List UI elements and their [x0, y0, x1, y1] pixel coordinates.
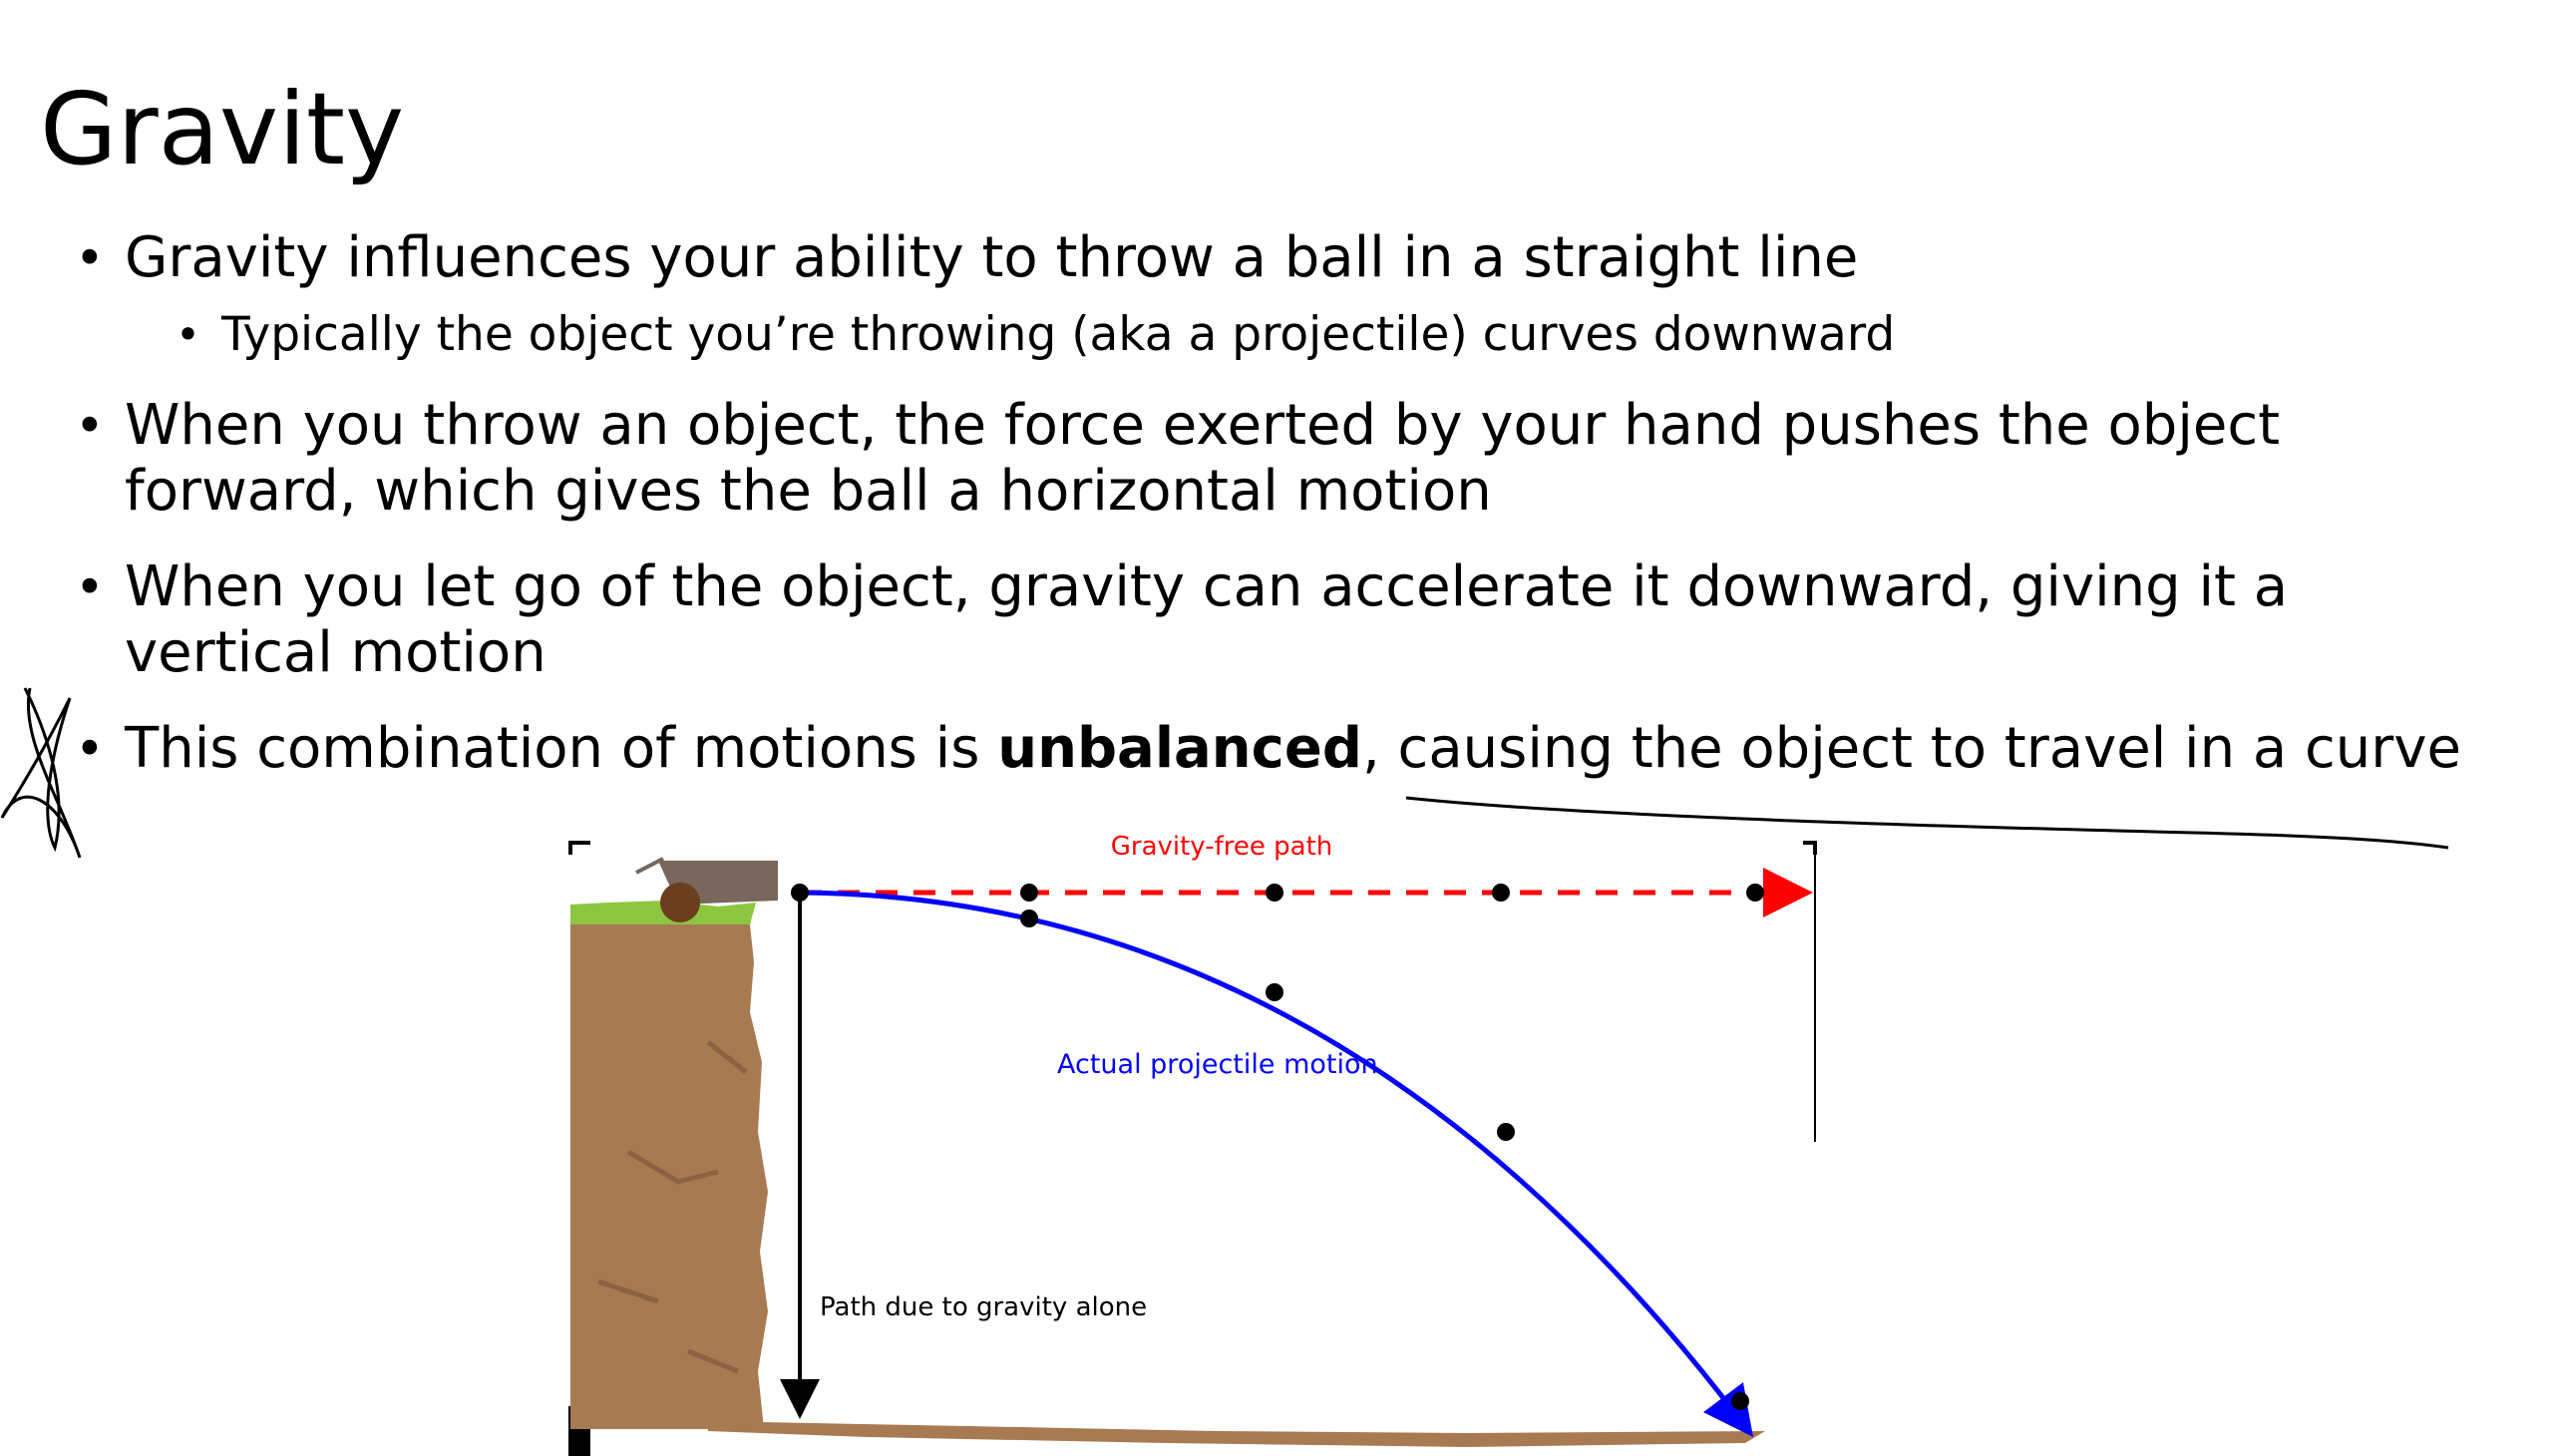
frame-corner-left: [570, 843, 590, 855]
dot-start: [791, 884, 809, 902]
bullet-3: [75, 554, 2289, 686]
ink-scribble-mark: [2, 688, 80, 858]
ground: [708, 1421, 1765, 1447]
bullet-4-text-after: , causing the object to travel in a curve: [1361, 716, 2461, 781]
projectile-figure: [568, 833, 1825, 1456]
dot-actual-1: [1020, 910, 1038, 927]
bullet-2: [75, 393, 2281, 525]
dot-free-1: [1020, 884, 1038, 902]
bullet-marker: •: [176, 310, 200, 359]
sub-bullet-1: [176, 307, 1896, 363]
label-gravity-alone: Path due to gravity alone: [820, 1292, 1148, 1322]
bullet-2-line-1: When you throw an object, the force exerted by your hand pushes the object: [125, 393, 2281, 458]
bullet-1-text: Gravity influences your ability to throw a ball in a straight line: [125, 225, 1859, 290]
bullet-marker: •: [75, 396, 105, 455]
sub-bullet-1-text: Typically the object you’re throwing (aka a projectile) curves downward: [221, 307, 1896, 362]
dot-free-4: [1746, 884, 1764, 902]
dot-actual-2: [1266, 983, 1283, 1001]
bullet-marker: •: [75, 228, 105, 287]
label-gravity-free: Gravity-free path: [1110, 833, 1333, 862]
dot-free-3: [1492, 884, 1510, 902]
bullet-3-line-1: When you let go of the object, gravity can accelerate it downward, giving it a: [125, 554, 2289, 619]
frame-corner-right: [1803, 843, 1815, 855]
bullet-4: [75, 716, 2461, 782]
bullet-2-line-2: forward, which gives the ball a horizontal motion: [125, 459, 1492, 524]
dot-actual-4: [1731, 1392, 1749, 1410]
bullet-marker: •: [75, 719, 105, 778]
dot-free-2: [1266, 884, 1283, 902]
bullet-3-line-2: vertical motion: [125, 620, 547, 685]
dot-actual-3: [1497, 1123, 1515, 1141]
cannonball-icon: [660, 883, 700, 922]
bullet-1: [75, 225, 1859, 291]
actual-projectile-path: [800, 893, 1747, 1429]
cliff-icon: [570, 901, 768, 1429]
bullet-4-text-before: This combination of motions is: [125, 716, 998, 781]
bullet-4-bold-word: unbalanced: [997, 716, 1362, 781]
slide-title: Gravity: [40, 71, 405, 187]
cannon-icon: [636, 859, 778, 905]
bullet-marker: •: [75, 557, 105, 616]
label-actual-motion: Actual projectile motion: [1057, 1049, 1378, 1080]
path-dots: [791, 884, 1764, 1410]
